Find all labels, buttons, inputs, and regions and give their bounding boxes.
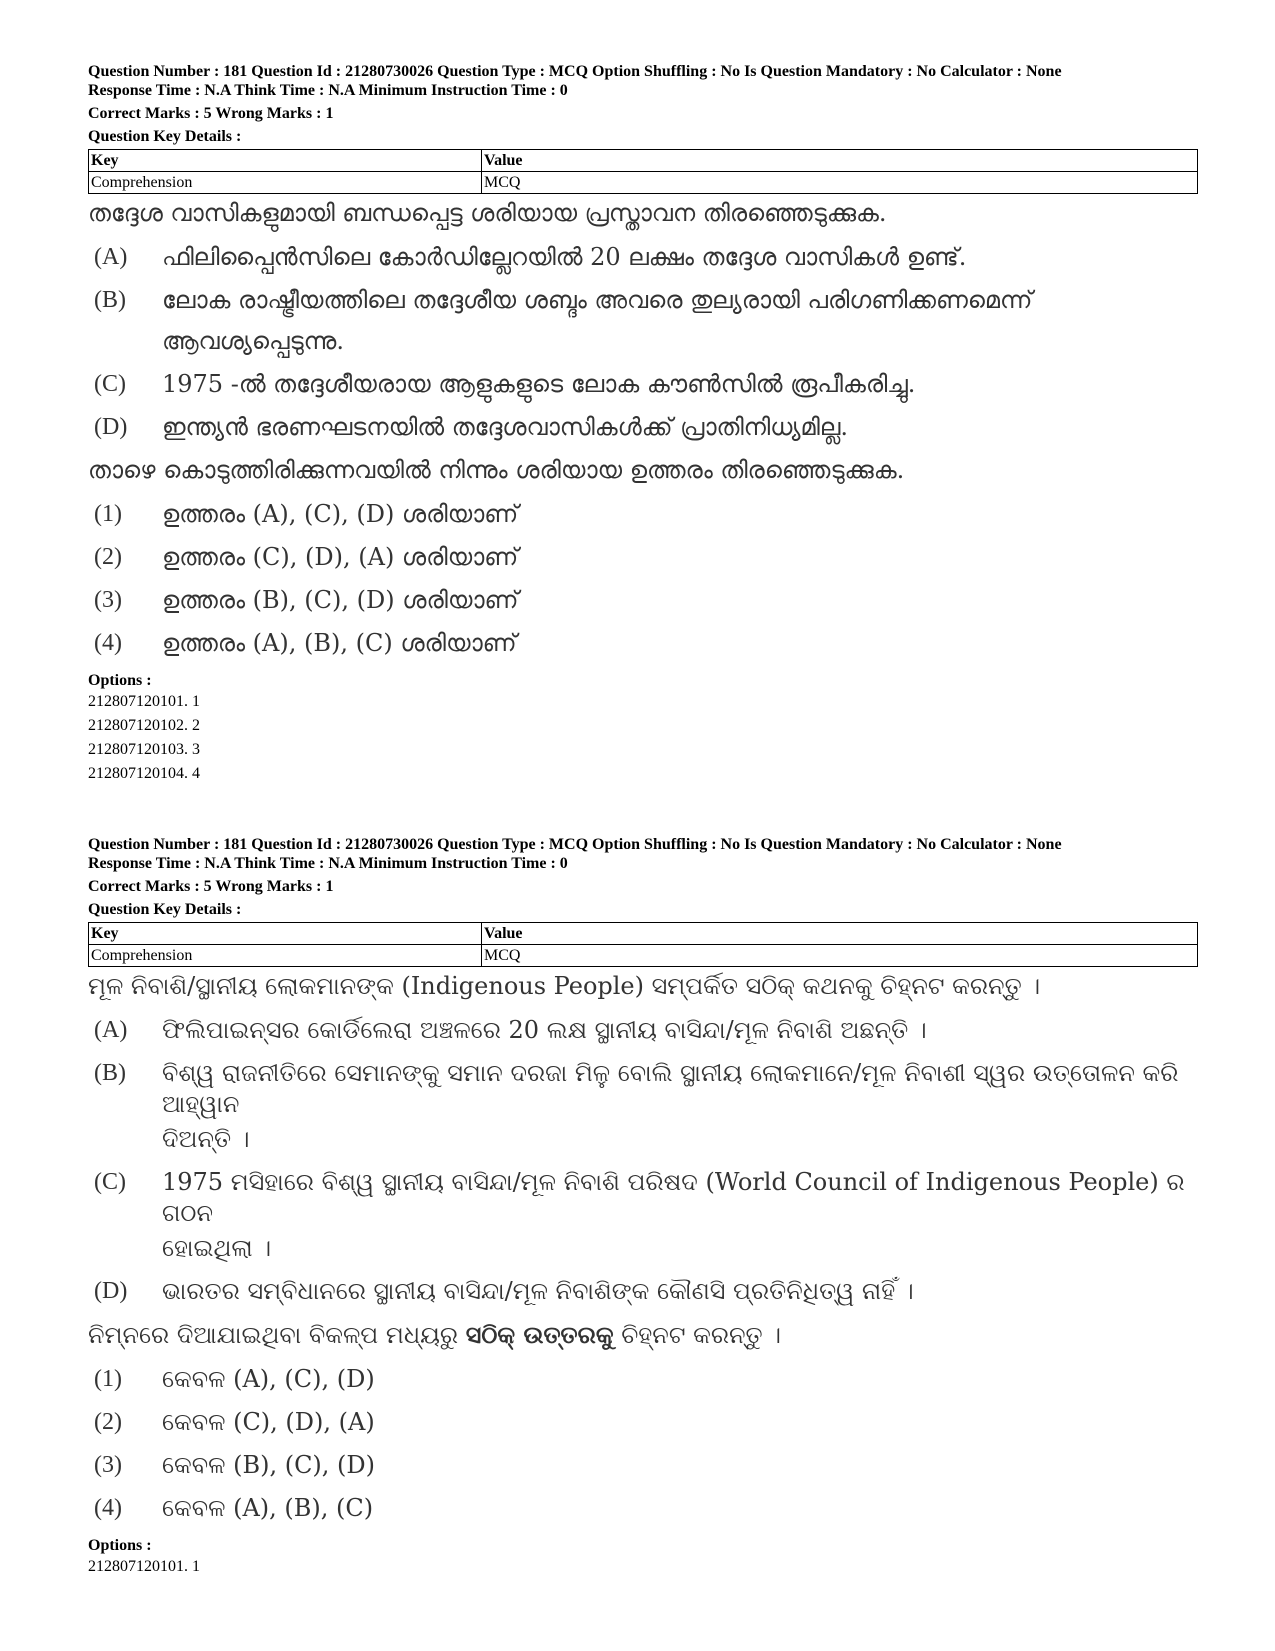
key-details-title: Question Key Details : [88, 128, 242, 145]
option-line: 212807120101. 1 [88, 693, 200, 710]
statement-text: ଭାରତର ସମ୍ବିଧାନରେ ସ୍ଥାନୀୟ ବାସିନ୍ଦା/ମୂଳ ନିବାଶିଙ୍କ କୌଣସି ପ୍ରତିନିଧିତ୍ୱ ନାହିଁ । [162, 1277, 914, 1305]
table-cell: Key [89, 150, 482, 172]
answer-label: (3) [94, 587, 122, 613]
question-text: തദ്ദേശ വാസികളുമായി ബന്ധപ്പെട്ട ശരിയായ പ്രസ്താവന തിരഞ്ഞെടുക്കുക. [88, 199, 887, 227]
table-cell: Key [89, 923, 482, 945]
statement-text-wrap [162, 285, 1198, 357]
table-header-row [89, 923, 1198, 945]
statement-label: (B) [94, 287, 126, 313]
statement-text: ଫିଲିପାଇନ୍ସର କୋର୍ଡିଲେରା ଅଞ୍ଚଳରେ 20 ଲକ୍ଷ ସ୍ଥାନୀୟ ବାସିନ୍ଦା/ମୂଳ ନିବାଶି ଅଛନ୍ତି । [162, 1016, 927, 1044]
statement-b [88, 285, 1198, 357]
statement-continuation: ହୋଇଥିଲା । [162, 1234, 272, 1262]
response-time-line: Response Time : N.A Think Time : N.A Minimum Instruction Time : 0 [88, 82, 568, 99]
answer-choice [88, 585, 1198, 616]
answer-label: (4) [94, 1495, 122, 1521]
option-line: 212807120104. 4 [88, 765, 200, 782]
answer-text: କେବଳ (B), (C), (D) [162, 1451, 376, 1479]
options-title: Options : [88, 672, 152, 689]
instruction-part: ନିମ୍ନରେ ଦିଆଯାଇଥିବା ବିକଳ୍ପ ମଧ୍ୟରୁ [88, 1321, 466, 1349]
answer-choice [88, 1450, 1198, 1481]
answer-choice [88, 499, 1198, 530]
question-header: Question Number : 181 Question Id : 21280730026 Question Type : MCQ Option Shuffling : No Is Question Mandatory : No Calculator : None [88, 836, 1062, 853]
statement-label: (A) [94, 1017, 128, 1043]
statement-a [88, 242, 1198, 273]
answer-text: କେବଳ (C), (D), (A) [162, 1408, 375, 1436]
answer-text: ഉത്തരം (A), (B), (C) ശരിയാണ് [162, 629, 517, 657]
statement-label: (C) [94, 1169, 126, 1195]
table-cell: Comprehension [89, 172, 482, 194]
option-line: 212807120102. 2 [88, 717, 200, 734]
key-details-table [88, 922, 1198, 967]
answer-label: (2) [94, 1409, 122, 1435]
key-details-title: Question Key Details : [88, 901, 242, 918]
question-block-2 [88, 835, 1198, 1579]
answer-choice [88, 1493, 1198, 1524]
question-block-1 [88, 62, 1198, 786]
statement-text: ഇന്ത്യൻ ഭരണഘടനയിൽ തദ്ദേശവാസികൾക്ക് പ്രാതിനിധ്യമില്ല. [162, 413, 848, 441]
table-cell: MCQ [482, 945, 1198, 967]
option-line: 212807120101. 1 [88, 1558, 200, 1575]
question-content [88, 971, 1198, 1524]
statement-continuation: ଦିଅନ୍ତି । [162, 1125, 250, 1153]
instruction-text [88, 1319, 1198, 1351]
statement-text: ବିଶ୍ୱ ରାଜନୀତିରେ ସେମାନଙ୍କୁ ସମାନ ଦରଜା ମିଳୁ ବୋଲି ସ୍ଥାନୀୟ ଲୋକମାନେ/ମୂଳ ନିବାଶୀ ସ୍ୱର ଉତ୍ତୋଳନ କରି ଆହ୍ୱାନ [162, 1059, 1179, 1118]
statement-d [88, 1276, 1198, 1307]
answer-label: (1) [94, 501, 122, 527]
table-cell: Value [482, 150, 1198, 172]
statement-c [88, 1167, 1198, 1264]
table-cell: MCQ [482, 172, 1198, 194]
table-cell: Comprehension [89, 945, 482, 967]
statement-d [88, 412, 1198, 443]
question-content [88, 198, 1198, 659]
statement-a [88, 1015, 1198, 1046]
question-header: Question Number : 181 Question Id : 21280730026 Question Type : MCQ Option Shuffling : No Is Question Mandatory : No Calculator : None [88, 63, 1062, 80]
statement-label: (D) [94, 1278, 128, 1304]
table-row [89, 945, 1198, 967]
answer-text: କେବଳ (A), (B), (C) [162, 1494, 374, 1522]
statement-label: (B) [94, 1060, 126, 1086]
marks-line: Correct Marks : 5 Wrong Marks : 1 [88, 878, 334, 895]
statement-b [88, 1058, 1198, 1155]
table-cell: Value [482, 923, 1198, 945]
statement-text-wrap [162, 1167, 1198, 1264]
statement-label: (C) [94, 371, 126, 397]
answer-choice [88, 1364, 1198, 1395]
instruction-text: താഴെ കൊടുത്തിരിക്കുന്നവയിൽ നിന്നും ശരിയായ ഉത്തരം തിരഞ്ഞെടുക്കുക. [88, 456, 905, 484]
answer-text: ഉത്തരം (A), (C), (D) ശരിയാണ് [162, 500, 519, 528]
instruction-emphasis: ସଠିକ୍ ଉତ୍ତରକୁ [465, 1320, 614, 1349]
table-header-row [89, 150, 1198, 172]
question-text: ମୂଳ ନିବାଶି/ସ୍ଥାନୀୟ ଲୋକମାନଙ୍କ (Indigenous People) ସମ୍ପର୍କିତ ସଠିକ୍ କଥନକୁ ଚିହ୍ନଟ କରନ୍ତୁ । [88, 972, 1041, 1000]
instruction-part: ଚିହ୍ନଟ କରନ୍ତୁ । [613, 1321, 782, 1349]
answer-text: ഉത്തരം (B), (C), (D) ശരിയാണ് [162, 586, 519, 614]
response-time-line: Response Time : N.A Think Time : N.A Minimum Instruction Time : 0 [88, 855, 568, 872]
option-line: 212807120103. 3 [88, 741, 200, 758]
answer-label: (3) [94, 1452, 122, 1478]
table-row [89, 172, 1198, 194]
statement-label: (A) [94, 244, 128, 270]
options-title: Options : [88, 1537, 152, 1554]
key-details-table [88, 149, 1198, 194]
answer-choice [88, 628, 1198, 659]
statement-continuation: ആവശ്യപ്പെടുന്നു. [162, 327, 344, 355]
answer-label: (1) [94, 1366, 122, 1392]
answer-text: ഉത്തരം (C), (D), (A) ശരിയാണ് [162, 543, 519, 571]
answer-choice [88, 542, 1198, 573]
answer-choice [88, 1407, 1198, 1438]
answer-label: (2) [94, 544, 122, 570]
statement-text: ഫിലിപ്പൈൻസിലെ കോർഡില്ലേറയിൽ 20 ലക്ഷം തദ്ദേശ വാസികൾ ഉണ്ട്. [162, 243, 967, 271]
answer-label: (4) [94, 630, 122, 656]
answer-text: କେବଳ (A), (C), (D) [162, 1365, 375, 1393]
statement-c [88, 369, 1198, 400]
statement-label: (D) [94, 414, 128, 440]
statement-text: 1975 -ൽ തദ്ദേശീയരായ ആളുകളുടെ ലോക കൗൺസിൽ രൂപീകരിച്ചു. [162, 370, 916, 398]
statement-text: 1975 ମସିହାରେ ବିଶ୍ୱ ସ୍ଥାନୀୟ ବାସିନ୍ଦା/ମୂଳ ନିବାଶି ପରିଷଦ (World Council of Indigenous People) ର ଗଠନ [162, 1168, 1185, 1227]
statement-text: ലോക രാഷ്ട്രീയത്തിലെ തദ്ദേശീയ ശബ്ദം അവരെ തുല്യരായി പരിഗണിക്കണമെന്ന് [162, 286, 1033, 314]
marks-line: Correct Marks : 5 Wrong Marks : 1 [88, 105, 334, 122]
statement-text-wrap [162, 1058, 1198, 1155]
